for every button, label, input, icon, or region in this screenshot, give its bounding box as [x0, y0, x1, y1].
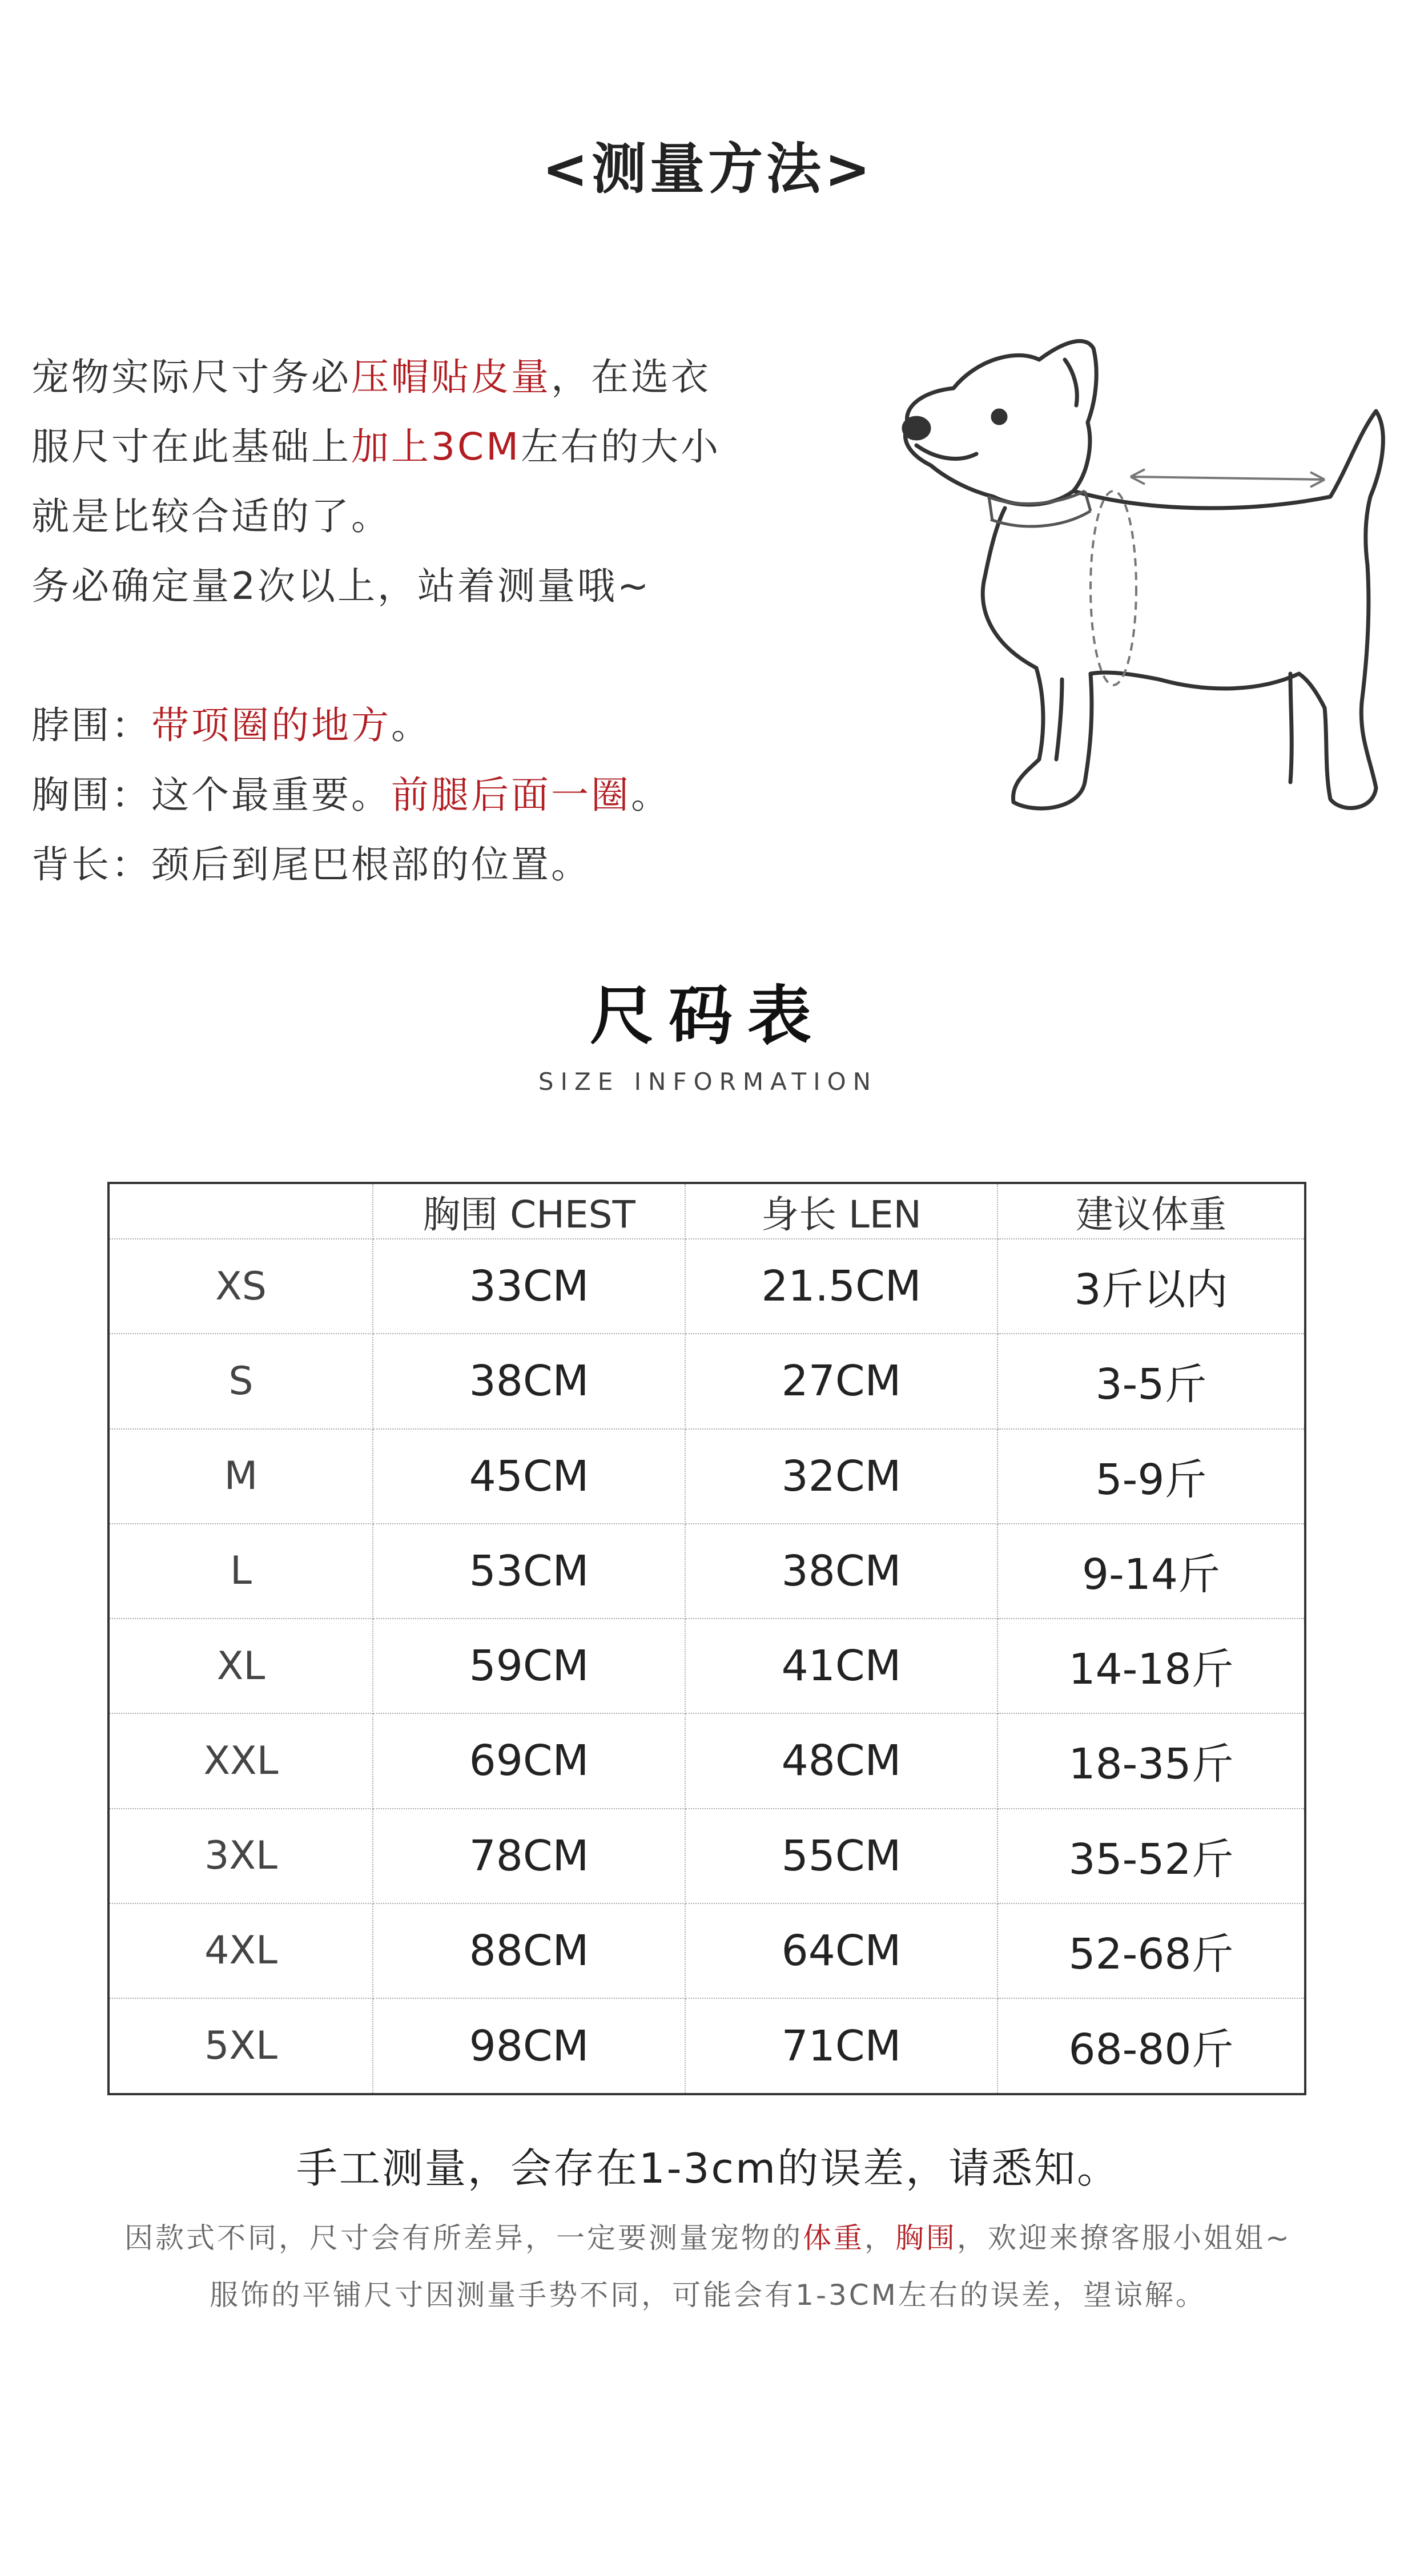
table-row	[108, 1809, 1305, 1903]
table-row	[108, 1713, 1305, 1808]
length-cell: 55CM	[685, 1809, 997, 1903]
table-header-row	[108, 1183, 1305, 1239]
measurement-note: 手工测量，会存在1-3cm的误差，请悉知。	[296, 2144, 1120, 2192]
back-line: 背长：颈后到尾巴根部的位置。	[31, 843, 591, 887]
chest-cell: 69CM	[373, 1713, 685, 1808]
chest-cell: 45CM	[373, 1429, 685, 1524]
header-chest: 胸围 CHEST	[373, 1183, 685, 1239]
length-cell: 27CM	[685, 1334, 997, 1428]
table-row	[108, 1239, 1305, 1334]
measure-title: <测量方法>	[542, 137, 874, 201]
length-cell: 41CM	[685, 1619, 997, 1713]
size-table	[107, 1182, 1306, 2095]
intro-line-4: 务必确定量2次以上，站着测量哦~	[31, 564, 651, 608]
intro-line-1: 宠物实际尺寸务必压帽贴皮量，在选衣	[31, 355, 711, 399]
size-cell: XS	[108, 1239, 373, 1334]
weight-cell: 3-5斤	[997, 1334, 1305, 1428]
table-row	[108, 1998, 1305, 2094]
table-row	[108, 1524, 1305, 1619]
chest-cell: 59CM	[373, 1619, 685, 1713]
weight-cell: 5-9斤	[997, 1429, 1305, 1524]
size-cell: L	[108, 1524, 373, 1619]
chest-line: 胸围：这个最重要。前腿后面一圈。	[31, 773, 671, 817]
dog-icon	[891, 337, 1405, 839]
length-cell: 71CM	[685, 1998, 997, 2094]
weight-cell: 14-18斤	[997, 1619, 1305, 1713]
table-row	[108, 1619, 1305, 1713]
header-weight: 建议体重	[997, 1183, 1305, 1239]
weight-cell: 35-52斤	[997, 1809, 1305, 1903]
weight-cell: 3斤以内	[997, 1239, 1305, 1334]
chest-cell: 33CM	[373, 1239, 685, 1334]
intro-line-2: 服尺寸在此基础上加上3CM左右的大小	[31, 425, 721, 469]
size-cell: 3XL	[108, 1809, 373, 1903]
size-chart-subtitle: SIZE INFORMATION	[538, 1068, 878, 1096]
intro-line-3: 就是比较合适的了。	[31, 494, 391, 538]
size-cell: XL	[108, 1619, 373, 1713]
weight-cell: 52-68斤	[997, 1903, 1305, 1998]
chest-cell: 98CM	[373, 1998, 685, 2094]
header-size	[108, 1183, 373, 1239]
blank-line	[31, 621, 876, 691]
neck-line: 脖围：带项圈的地方。	[31, 703, 431, 747]
size-cell: XXL	[108, 1713, 373, 1808]
chest-cell: 78CM	[373, 1809, 685, 1903]
chest-cell: 38CM	[373, 1334, 685, 1428]
weight-cell: 18-35斤	[997, 1713, 1305, 1808]
footer-line-1: 因款式不同，尺寸会有所差异，一定要测量宠物的体重，胸围，欢迎来撩客服小姐姐~	[124, 2221, 1292, 2255]
length-cell: 64CM	[685, 1903, 997, 1998]
length-cell: 48CM	[685, 1713, 997, 1808]
chest-cell: 53CM	[373, 1524, 685, 1619]
length-cell: 32CM	[685, 1429, 997, 1524]
length-cell: 38CM	[685, 1524, 997, 1619]
size-cell: S	[108, 1334, 373, 1428]
size-cell: M	[108, 1429, 373, 1524]
size-cell: 4XL	[108, 1903, 373, 1998]
weight-cell: 68-80斤	[1068, 2024, 1234, 2074]
chest-cell: 88CM	[373, 1903, 685, 1998]
footer-line-2: 服饰的平铺尺寸因测量手势不同，可能会有1-3CM左右的误差，望谅解。	[210, 2279, 1206, 2312]
measure-instructions	[31, 343, 876, 900]
length-cell: 21.5CM	[685, 1239, 997, 1334]
header-length: 身长 LEN	[685, 1183, 997, 1239]
table-row	[108, 1429, 1305, 1524]
size-cell: 5XL	[108, 1998, 373, 2094]
size-chart-title: 尺码表	[590, 979, 826, 1053]
weight-cell: 9-14斤	[997, 1524, 1305, 1619]
table-row	[108, 1903, 1305, 1998]
table-row	[108, 1334, 1305, 1428]
